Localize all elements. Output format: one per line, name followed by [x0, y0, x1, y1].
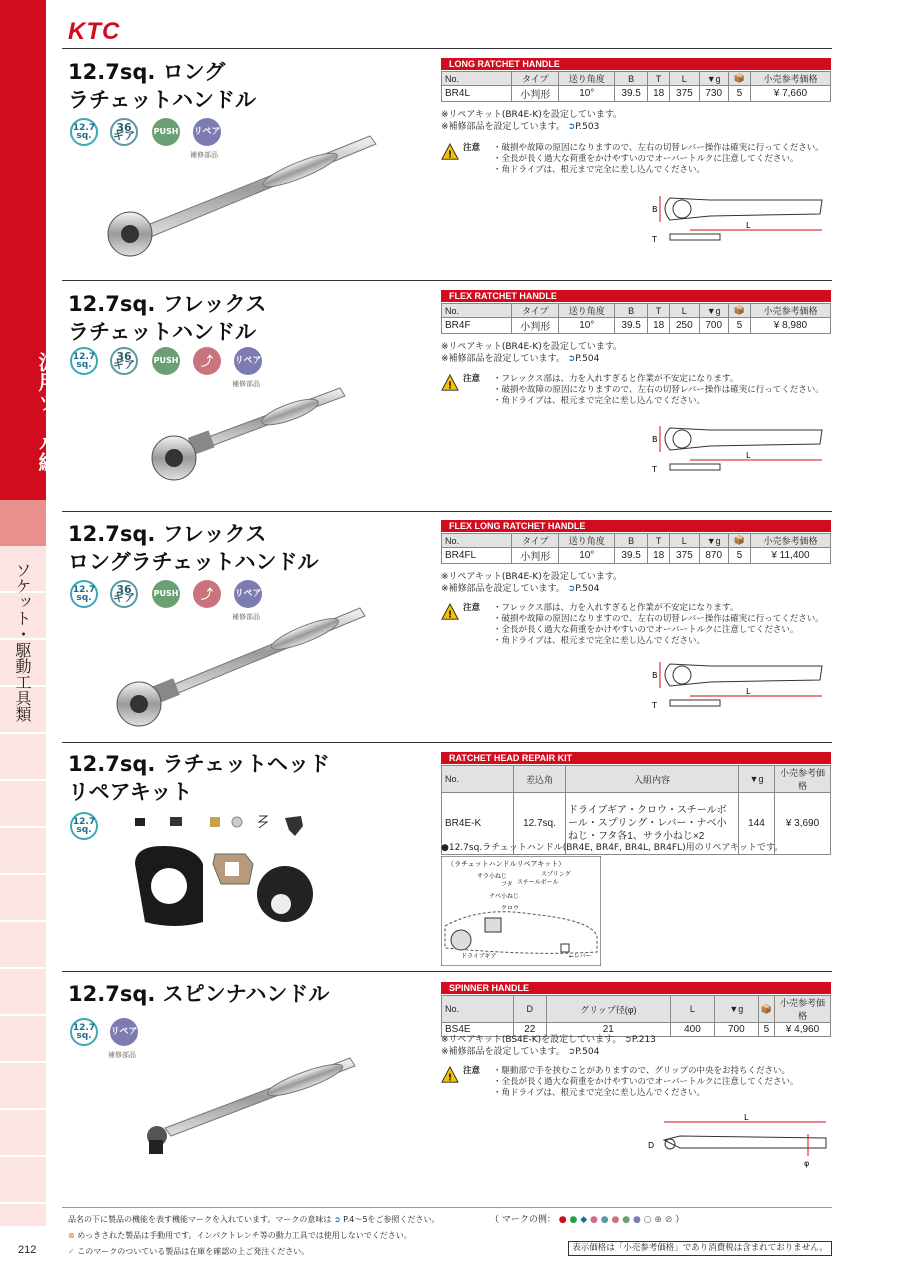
caution-line: ・破損や故障の原因になりますので、左右の切替レバー操作は確実に行ってください。 [493, 143, 824, 153]
dim-b-label: B [652, 671, 658, 680]
cell-qty: 5 [728, 548, 750, 564]
side-tab-sub-label: ソケット・駆動工具類 [13, 562, 32, 722]
section1-dimension-drawing [650, 188, 830, 258]
col-d: D [514, 996, 547, 1023]
dim-l-label: L [744, 1113, 749, 1122]
page-number: 212 [18, 1244, 37, 1256]
repair-badge: リペア [193, 118, 221, 146]
diagram-label: サラ小ねじ [477, 873, 508, 880]
section1-caution [441, 143, 831, 183]
cell-price: ¥ 7,660 [750, 86, 830, 102]
gear-badge: 36 ギア [110, 347, 138, 375]
mark-icon: ○ [643, 1215, 652, 1225]
col-weight: ▼g [699, 72, 728, 86]
cell-l: 375 [670, 548, 699, 564]
stock-check-icon: ✓ [68, 1247, 75, 1256]
page-ref-link[interactable]: P.504 [575, 1047, 600, 1057]
mark-examples [490, 1212, 684, 1225]
warning-icon [441, 374, 459, 392]
col-no: No. [442, 534, 512, 548]
svg-text:!: ! [447, 609, 453, 621]
diagram-label: スプリング [541, 871, 571, 878]
page-ref-link[interactable]: P.503 [575, 122, 600, 132]
dim-b-label: B [652, 205, 658, 214]
cell-angle: 10° [559, 86, 615, 102]
cell-angle: 10° [559, 318, 615, 334]
mark-icon: ⊘ [664, 1215, 673, 1225]
caution-label: 注意 [463, 603, 481, 613]
caution-line: ・フレックス部は、力を入れすぎると作業が不安定になります。 [493, 374, 739, 384]
section5-header: SPINNER HANDLE [441, 982, 831, 994]
col-qty: 📦 [728, 534, 750, 548]
footer-line3-text: このマークのついている製品は在庫を確認の上ご発注ください。 [77, 1247, 310, 1256]
repair-parts-note: 補修部品 [108, 1051, 136, 1059]
cell-l: 375 [670, 86, 699, 102]
warning-icon [441, 603, 459, 621]
caution-line: ・全長が長く過大な荷重をかけやすいのでオーバートルクに注意してください。 [493, 154, 799, 164]
push-badge: PUSH [152, 580, 180, 608]
dim-l-label: L [746, 221, 751, 230]
caution-line: ・破損や故障の原因になりますので、左右の切替レバー操作は確実に行ってください。 [493, 385, 824, 395]
mark-icon: ● [558, 1215, 567, 1225]
cell-no: BR4FL [442, 548, 512, 564]
repair-kit-diagram [441, 856, 601, 966]
section4-title-line1: 12.7sq. ラチェットヘッド [68, 752, 331, 776]
caution-label: 注意 [463, 143, 481, 153]
section4-header: RATCHET HEAD REPAIR KIT [441, 752, 831, 764]
cell-no: BR4F [442, 318, 512, 334]
section2-dimension-drawing [650, 418, 830, 488]
caution-text [493, 603, 833, 647]
diagram-label: ナベ小ねじ [489, 893, 520, 900]
col-contents: 入組内容 [566, 766, 739, 793]
cell-b: 39.5 [615, 318, 648, 334]
repair-badge: リペア [110, 1018, 138, 1046]
section5-dimension-drawing [640, 1112, 832, 1172]
parts-note: ※補修部品を設定しています。 [441, 122, 565, 132]
warning-icon [441, 143, 459, 161]
cell-qty: 5 [758, 1023, 774, 1037]
svg-text:!: ! [447, 380, 453, 392]
caution-text [493, 143, 833, 176]
repair-kit-image [125, 812, 345, 937]
section5-notes [441, 1034, 656, 1058]
section3-title [68, 520, 319, 576]
mark-icon: ◆ [580, 1215, 588, 1225]
col-price: 小売参考価格 [750, 72, 830, 86]
section2-title-line2: ラチェットハンドル [68, 320, 256, 344]
push-badge: PUSH [152, 347, 180, 375]
cell-price: ¥ 11,400 [750, 548, 830, 564]
col-type: タイプ [512, 534, 559, 548]
repair-parts-note: 補修部品 [232, 613, 260, 621]
col-l: L [670, 72, 699, 86]
section2-caution [441, 374, 831, 414]
dim-d-label: D [648, 1141, 655, 1150]
cell-grip: 21 [546, 1023, 670, 1037]
cell-no: BR4E-K [442, 793, 514, 855]
sq-badge: 12.7 sq. [70, 812, 98, 840]
warning-icon [441, 1066, 459, 1084]
cell-angle: 10° [559, 548, 615, 564]
col-price: 小売参考価格 [775, 766, 831, 793]
diagram-title: （ラチェットハンドルリペアキット） [447, 860, 566, 868]
section3-title-line2: ロングラチェットハンドル [68, 550, 319, 574]
page-ref-link[interactable]: P.504 [575, 584, 600, 594]
svg-text:!: ! [447, 149, 453, 161]
section1-title [68, 58, 256, 114]
page-ref-icon: ➲ [567, 354, 576, 364]
caution-text [493, 1066, 833, 1099]
caution-label: 注意 [463, 374, 481, 384]
kit-note: ※リペアキット(BR4E-K)を設定しています。 [441, 110, 623, 120]
section3-spec-table [441, 533, 831, 564]
brand-logo: KTC [68, 18, 121, 45]
parts-note-line [441, 353, 622, 365]
cell-no: BS4E [442, 1023, 514, 1037]
footer-line1 [68, 1212, 439, 1228]
table-row [442, 86, 831, 102]
cell-type: 小判形 [512, 86, 559, 102]
cell-weight: 700 [699, 318, 728, 334]
cell-price: ¥ 4,960 [775, 1023, 831, 1037]
parts-note: ※補修部品を設定しています。 [441, 1047, 565, 1057]
page-ref-icon: ➲ [624, 1035, 632, 1045]
col-weight: ▼g [699, 534, 728, 548]
mark-icon: ● [632, 1215, 641, 1225]
repair-parts-note: 補修部品 [190, 151, 218, 159]
col-t: T [648, 534, 670, 548]
col-angle: 送り角度 [559, 304, 615, 318]
cell-weight: 700 [714, 1023, 758, 1037]
section2-header: FLEX RATCHET HANDLE [441, 290, 831, 302]
footer-line3 [68, 1244, 439, 1260]
cell-weight: 870 [699, 548, 728, 564]
page-ref-link[interactable]: P.504 [575, 354, 600, 364]
section3-dimension-drawing [650, 656, 830, 716]
col-qty: 📦 [728, 304, 750, 318]
section4-title-line2: リペアキット [68, 780, 193, 804]
cell-b: 39.5 [615, 548, 648, 564]
footer-line2 [68, 1228, 439, 1244]
kit-note: ※リペアキット(BR4E-K)を設定しています。 [441, 342, 623, 352]
col-weight: ▼g [739, 766, 775, 793]
repair-badge: リペア [234, 580, 262, 608]
caution-line: ・角ドライブは、根元まで完全に差し込んでください。 [493, 165, 705, 175]
col-weight: ▼g [699, 304, 728, 318]
table-row [442, 318, 831, 334]
col-b: B [615, 534, 648, 548]
cell-b: 39.5 [615, 86, 648, 102]
page-ref-link[interactable]: P.213 [631, 1035, 656, 1045]
svg-text:!: ! [447, 1072, 453, 1084]
kit-note: ※リペアキット(BS4E-K)を設定しています。 [441, 1035, 622, 1045]
section1-notes [441, 109, 622, 133]
col-l: L [671, 996, 715, 1023]
parts-note: ※補修部品を設定しています。 [441, 584, 565, 594]
price-disclaimer: 表示価格は「小売参考価格」であり消費税は含まれておりません。 [568, 1241, 832, 1256]
dim-l-label: L [746, 687, 751, 696]
repair-parts-note: 補修部品 [232, 380, 260, 388]
dim-t-label: T [652, 235, 657, 244]
flex-long-ratchet-image [105, 600, 375, 730]
mark-icon: ● [611, 1215, 620, 1225]
flex-badge: ⤴ [193, 580, 221, 608]
footer-rule [62, 1207, 832, 1208]
kit-usage-note: ●12.7sq.ラチェットハンドル(BR4E, BR4F, BR4L, BR4FL)用のリペアキットです。 [441, 843, 784, 853]
cell-weight: 144 [739, 793, 775, 855]
col-no: No. [442, 72, 512, 86]
footer-ref-link[interactable]: P.4～5をご参照ください。 [343, 1215, 440, 1224]
cell-t: 18 [648, 86, 670, 102]
marks-label: （ マークの例： [490, 1215, 556, 1225]
section1-title-line2: ラチェットハンドル [68, 88, 256, 112]
kit-note: ※リペアキット(BR4E-K)を設定しています。 [441, 572, 623, 582]
flex-badge: ⤴ [193, 347, 221, 375]
diagram-label: ドライブギア [461, 953, 497, 960]
section1-header: LONG RATCHET HANDLE [441, 58, 831, 70]
caution-text [493, 374, 833, 407]
col-no: No. [442, 766, 514, 793]
sq-badge: 12.7 sq. [70, 580, 98, 608]
caution-line: ・角ドライブは、根元まで完全に差し込んでください。 [493, 396, 705, 406]
footer-line1-text: 品名の下に製品の機能を表す機能マークを入れています。マークの意味は [68, 1215, 332, 1224]
cell-t: 18 [648, 548, 670, 564]
cell-contents: ドライブギア・クロウ・スチールボール・スプリング・レバー・ナベ小ねじ・フタ各1、サラ小ねじ×2 [566, 793, 739, 855]
col-type: タイプ [512, 72, 559, 86]
mark-icon: ● [569, 1215, 578, 1225]
section5-caution [441, 1066, 831, 1106]
side-tab-divider [0, 500, 46, 546]
cell-qty: 5 [728, 86, 750, 102]
mark-icon: ⊕ [654, 1215, 662, 1225]
sq-badge: 12.7 sq. [70, 347, 98, 375]
section5-title-line1: 12.7sq. スピンナハンドル [68, 982, 330, 1006]
spinner-handle-image [135, 1050, 365, 1160]
parts-note-line [441, 1046, 656, 1058]
cell-no: BR4L [442, 86, 512, 102]
dim-b-label: B [652, 435, 658, 444]
section-rule [62, 742, 832, 743]
kit-note-line [441, 1034, 656, 1046]
cell-price: ¥ 8,980 [750, 318, 830, 334]
section1-title-line1: 12.7sq. ロング [68, 60, 226, 84]
section-rule [62, 280, 832, 281]
cell-square: 12.7sq. [514, 793, 566, 855]
caution-line: ・破損や故障の原因になりますので、左右の切替レバー操作は確実に行ってください。 [493, 614, 824, 624]
col-qty: 📦 [728, 72, 750, 86]
long-ratchet-image [100, 128, 390, 258]
section2-spec-table [441, 303, 831, 334]
section4-title [68, 750, 330, 806]
section5-title [68, 980, 329, 1008]
diagram-label: クロウ [501, 905, 520, 912]
col-l: L [670, 534, 699, 548]
dim-t-label: T [652, 701, 657, 710]
diagram-label: フタ [501, 881, 513, 888]
col-angle: 送り角度 [559, 534, 615, 548]
parts-note-line [441, 583, 622, 595]
section1-spec-table [441, 71, 831, 102]
mark-icon: ● [590, 1215, 598, 1225]
section2-notes [441, 341, 622, 365]
push-badge: PUSH [152, 118, 180, 146]
col-b: B [615, 304, 648, 318]
section-rule [62, 971, 832, 972]
cell-d: 22 [514, 1023, 547, 1037]
parts-note: ※補修部品を設定しています。 [441, 354, 565, 364]
section2-title-line1: 12.7sq. フレックス [68, 292, 267, 316]
col-grip: グリップ径(φ) [546, 996, 670, 1023]
flex-ratchet-image [140, 376, 360, 486]
col-weight: ▼g [714, 996, 758, 1023]
repair-badge: リペア [234, 347, 262, 375]
dim-t-label: T [652, 465, 657, 474]
table-row [442, 548, 831, 564]
cell-type: 小判形 [512, 318, 559, 334]
col-no: No. [442, 304, 512, 318]
col-qty: 📦 [758, 996, 774, 1023]
section-rule [62, 511, 832, 512]
caution-line: ・角ドライブは、根元まで完全に差し込んでください。 [493, 1088, 705, 1098]
col-t: T [648, 72, 670, 86]
caution-line: ・全長が長く過大な荷重をかけやすいのでオーバートルクに注意してください。 [493, 1077, 799, 1087]
mark-icon: ● [622, 1215, 631, 1225]
side-tab-main-label: 汎用ツール編 [35, 352, 59, 472]
footer-notes [68, 1212, 439, 1260]
caution-line: ・フレックス部は、力を入れすぎると作業が不安定になります。 [493, 603, 739, 613]
caution-label: 注意 [463, 1066, 481, 1076]
section3-caution [441, 603, 831, 651]
col-price: 小売参考価格 [750, 534, 830, 548]
cell-l: 400 [671, 1023, 715, 1037]
section3-title-line1: 12.7sq. フレックス [68, 522, 267, 546]
col-square: 差込角 [514, 766, 566, 793]
section3-header: FLEX LONG RATCHET HANDLE [441, 520, 831, 532]
footer-line2-text: めっきされた製品は手動用です。インパクトレンチ等の動力工具では使用しないでください。 [77, 1231, 412, 1240]
cell-qty: 5 [728, 318, 750, 334]
cell-price: ¥ 3,690 [775, 793, 831, 855]
marks-end: ） [675, 1215, 685, 1225]
no-power-tool-icon: ⊗ [68, 1231, 75, 1240]
section3-notes [441, 571, 622, 595]
gear-badge: 36 ギア [110, 580, 138, 608]
caution-line: ・全長が長く過大な荷重をかけやすいのでオーバートルクに注意してください。 [493, 625, 799, 635]
col-l: L [670, 304, 699, 318]
top-rule [62, 48, 832, 49]
col-no: No. [442, 996, 514, 1023]
page-ref-icon: ➲ [567, 1047, 576, 1057]
parts-note-line [441, 121, 622, 133]
page-ref-icon: ➲ [567, 122, 576, 132]
dim-phi-label: φ [804, 1159, 810, 1168]
cell-t: 18 [648, 318, 670, 334]
mark-icon: ● [600, 1215, 609, 1225]
cell-type: 小判形 [512, 548, 559, 564]
col-type: タイプ [512, 304, 559, 318]
dim-l-label: L [746, 451, 751, 460]
col-price: 小売参考価格 [775, 996, 831, 1023]
caution-line: ・角ドライブは、根元まで完全に差し込んでください。 [493, 636, 705, 646]
col-t: T [648, 304, 670, 318]
gear-badge: 36 ギア [110, 118, 138, 146]
cell-l: 250 [670, 318, 699, 334]
col-angle: 送り角度 [559, 72, 615, 86]
col-b: B [615, 72, 648, 86]
sq-badge: 12.7 sq. [70, 1018, 98, 1046]
page-ref-icon: ➲ [567, 584, 576, 594]
page-ref-icon: ➲ [333, 1215, 341, 1224]
diagram-label: ←レバー [569, 953, 592, 960]
section5-spec-table [441, 995, 831, 1037]
section2-title [68, 290, 266, 346]
diagram-label: スチールボール [517, 879, 559, 886]
col-price: 小売参考価格 [750, 304, 830, 318]
caution-line: ・駆動部で手を挟むことがありますので、グリップの中央をお持ちください。 [493, 1066, 790, 1076]
cell-weight: 730 [699, 86, 728, 102]
sq-badge: 12.7 sq. [70, 118, 98, 146]
